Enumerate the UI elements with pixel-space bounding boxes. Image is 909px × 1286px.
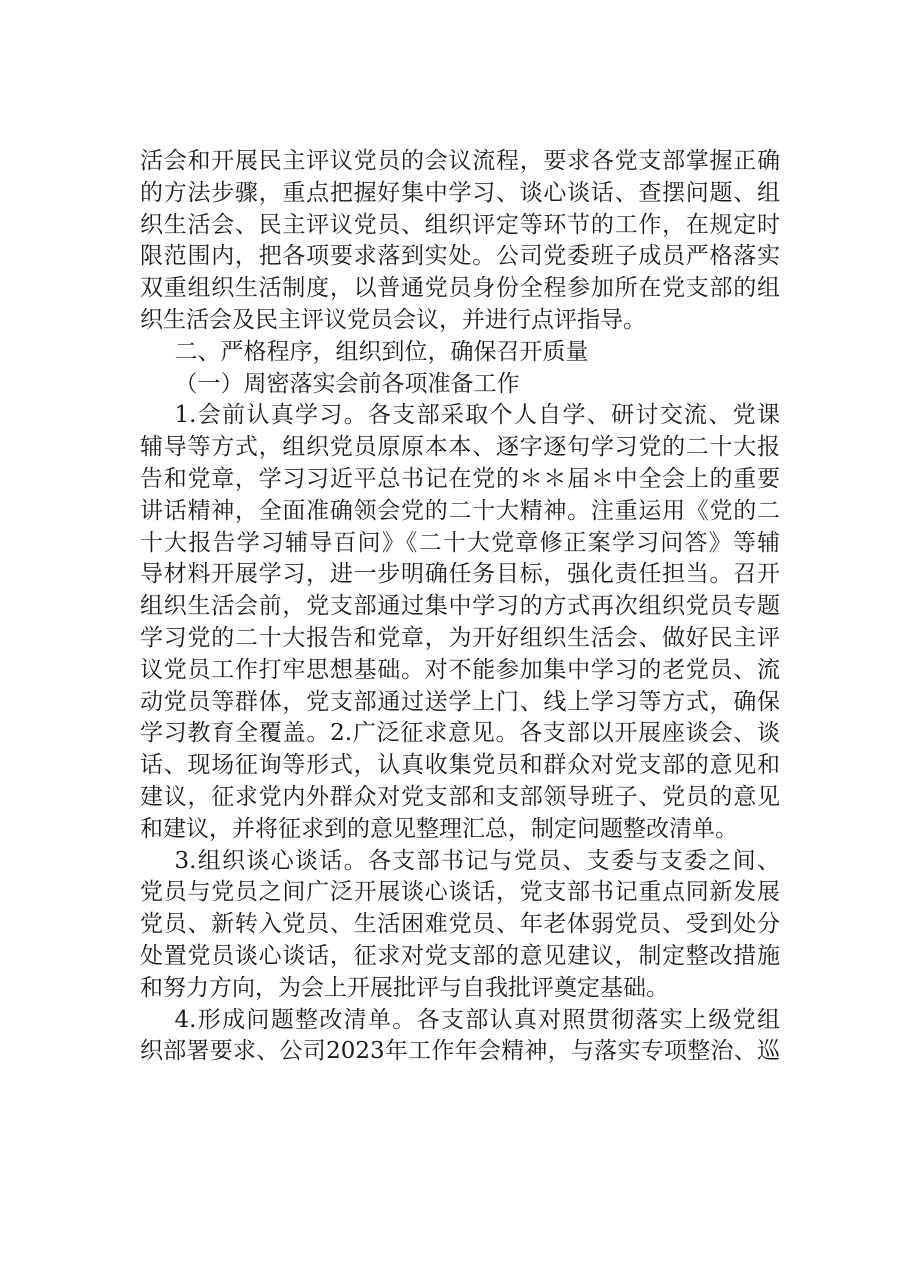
text-line: 织生活会及民主评议党员会议，并进行点评指导。	[140, 306, 646, 333]
text-line: 辅导等方式，组织党员原原本本、逐字逐句学习党的二十大报	[140, 434, 780, 461]
text-line: 处置党员谈心谈话，征求对党支部的意见建议，制定整改措施	[140, 942, 780, 969]
text-line: 织部署要求、公司2023年工作年会精神，与落实专项整治、巡	[140, 1038, 780, 1065]
text-line: 学习党的二十大报告和党章，为开好组织生活会、做好民主评	[140, 624, 780, 651]
paragraph-continued	[140, 146, 780, 337]
text-line: 限范围内，把各项要求落到实处。公司党委班子成员严格落实	[140, 243, 780, 270]
text-line: 学习教育全覆盖。2.广泛征求意见。各支部以开展座谈会、谈	[140, 720, 780, 747]
text-line: 讲话精神，全面准确领会党的二十大精神。注重运用《党的二	[140, 497, 780, 524]
text-line: （一）周密落实会前各项准备工作	[174, 370, 520, 397]
text-line: 动党员等群体，党支部通过送学上门、线上学习等方式，确保	[140, 688, 780, 715]
text-line: 织生活会、民主评议党员、组织评定等环节的工作，在规定时	[140, 211, 780, 238]
text-line: 1.会前认真学习。各支部采取个人自学、研讨交流、党课	[174, 402, 780, 429]
text-line: 建议，征求党内外群众对党支部和支部领导班子、党员的意见	[140, 783, 780, 810]
text-line: 党员、新转入党员、生活困难党员、年老体弱党员、受到处分	[140, 911, 780, 938]
text-line: 告和党章，学习习近平总书记在党的＊＊届＊中全会上的重要	[140, 465, 780, 492]
paragraph-rectification-list	[140, 1005, 780, 1069]
text-line: 4.形成问题整改清单。各支部认真对照贯彻落实上级党组	[174, 1006, 780, 1033]
text-line: 双重组织生活制度，以普通党员身份全程参加所在党支部的组	[140, 275, 780, 302]
text-line: 导材料开展学习，进一步明确任务目标，强化责任担当。召开	[140, 561, 780, 588]
section-heading	[140, 337, 780, 369]
text-line: 话、现场征询等形式，认真收集党员和群众对党支部的意见和	[140, 752, 780, 779]
text-line: 党员与党员之间广泛开展谈心谈话，党支部书记重点同新发展	[140, 879, 780, 906]
paragraph-study	[140, 400, 780, 845]
text-line: 二、严格程序，组织到位，确保召开质量	[174, 338, 589, 365]
text-line: 十大报告学习辅导百问》《二十大党章修正案学习问答》等辅	[140, 529, 780, 556]
text-line: 的方法步骤，重点把握好集中学习、谈心谈话、查摆问题、组	[140, 179, 780, 206]
paragraph-talks	[140, 846, 780, 1005]
document-body	[140, 146, 780, 1068]
text-line: 活会和开展民主评议党员的会议流程，要求各党支部掌握正确	[140, 148, 780, 174]
text-line: 议党员工作打牢思想基础。对不能参加集中学习的老党员、流	[140, 656, 780, 683]
text-line: 3.组织谈心谈话。各支部书记与党员、支委与支委之间、	[174, 847, 780, 874]
text-line: 组织生活会前，党支部通过集中学习的方式再次组织党员专题	[140, 593, 780, 620]
subsection-heading	[140, 369, 780, 401]
text-line: 和努力方向，为会上开展批评与自我批评奠定基础。	[140, 974, 669, 1001]
text-line: 和建议，并将征求到的意见整理汇总，制定问题整改清单。	[140, 815, 738, 842]
